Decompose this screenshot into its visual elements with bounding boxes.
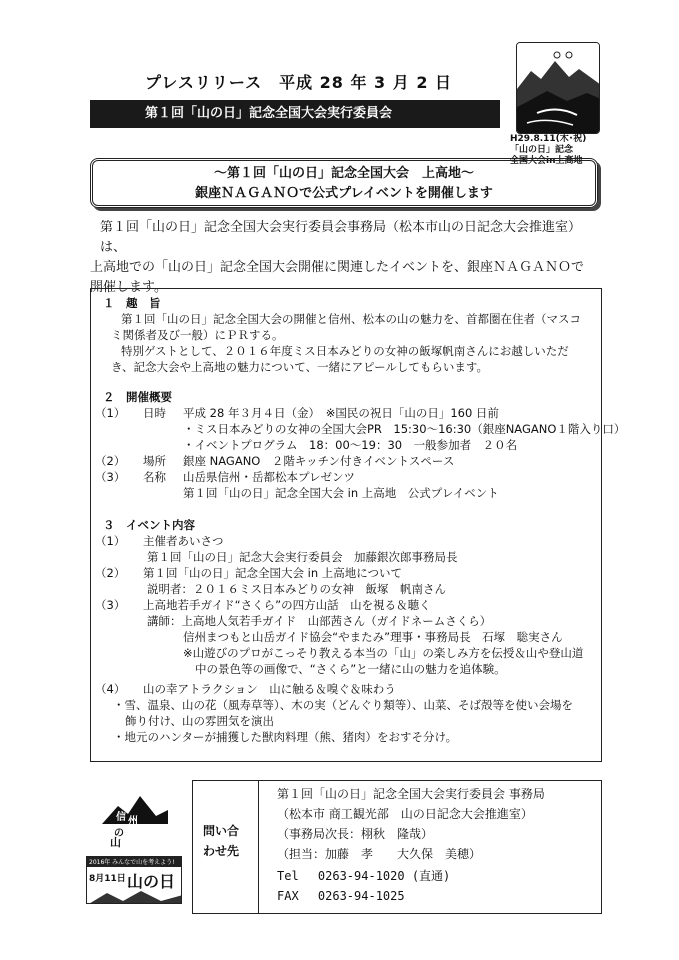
logo2-tagline: 2016年 みんなで山を考えよう! — [89, 859, 175, 866]
section1-text: 特別ゲストとして、２０１６年度ミス日本みどりの女神の飯塚帆南さんにお越しいただ — [121, 344, 569, 358]
section2-num: （3） — [95, 470, 126, 484]
contact-staff: （担当：加藤 孝 大久保 美穂） — [277, 847, 482, 861]
contact-tel: Tel 0263-94-1020 (直通) — [277, 869, 451, 883]
contact-box — [192, 780, 602, 914]
mountain-illustration — [517, 43, 600, 134]
section3-num: （2） — [95, 566, 126, 580]
contact-deputy: （事務局次長：栩秋 隆哉） — [277, 827, 434, 841]
page-title: プレスリリース 平成 28 年 3 月 2 日 — [145, 73, 453, 92]
section2-value: 銀座 NAGANO ２階キッチン付きイベントスペース — [183, 454, 455, 468]
contact-label-line2: わせ先 — [203, 844, 240, 858]
contact-label — [203, 821, 239, 861]
section2-heading: ２ 開催概要 — [103, 390, 172, 404]
headline-line2: 銀座ＮＡＧＡＮＯで公式プレイベントを開催します — [195, 186, 493, 201]
section3-title: 上高地若手ガイド“さくら”の四方山話 山を視る＆聴く — [143, 598, 431, 612]
event-logo — [516, 42, 600, 134]
logo-caption-line3: 全国大会in上高地 — [510, 156, 583, 166]
section3-detail: 第１回「山の日」記念大会実行委員会 加藤銀次郎事務局長 — [147, 550, 458, 564]
section3-detail: ・地元のハンターが捕獲した獣肉料理（熊、猪肉）をおすそ分け。 — [113, 730, 458, 744]
section3-num: （3） — [95, 598, 126, 612]
intro-line3: 開催します。 — [90, 280, 167, 295]
section2-label: 日時 — [143, 406, 166, 420]
section2-num: （1） — [95, 406, 126, 420]
committee-banner: 第１回「山の日」記念全国大会実行委員会 — [90, 100, 500, 128]
section1-text: き、記念大会や上高地の魅力について、一緒にアピールしてもらいます。 — [111, 360, 488, 374]
section3-detail: 中の景色等の画像で、“さくら”と一緒に山の魅力を追体験。 — [195, 662, 506, 676]
section3-detail: 飾り付け、山の雰囲気を演出 — [125, 714, 275, 728]
logo1-char: 信 — [116, 812, 126, 823]
section3-title: 主催者あいさつ — [143, 534, 224, 548]
contact-fax: FAX 0263-94-1025 — [277, 889, 405, 903]
logo-caption-date: H29.8.11(木･祝) — [510, 134, 587, 144]
logo1-char: の — [114, 828, 124, 839]
details-box — [90, 288, 626, 762]
shinshu-mountain-logo — [100, 790, 170, 849]
section3-detail: ・雪、温泉、山の花（風寿草等）、木の実（どんぐり類等）、山菜、そば殻等を使い会場を — [113, 698, 573, 712]
section3-detail: 信州まつもと山岳ガイド協会“やまたみ”理事・事務局長 石塚 聡実さん — [183, 630, 563, 644]
contact-label-column — [193, 781, 259, 913]
section2-label: 場所 — [143, 454, 166, 468]
logo2-title: 山の日 — [127, 872, 176, 891]
headline-line1: ～第１回「山の日」記念全国大会 上高地～ — [213, 166, 474, 181]
section3-num: （4） — [95, 682, 126, 696]
logo2-mountain-icon — [87, 889, 182, 904]
section3-detail: ※山遊びのプロがこっそり教える本当の「山」の楽しみ方を伝授＆山や登山道 — [183, 646, 584, 660]
mountain-day-logo — [86, 856, 182, 904]
section1-heading: １ 趣 旨 — [103, 296, 161, 310]
section1-text: 第１回「山の日」記念全国大会の開催と信州、松本の山の魅力を、首都圏在住者（マスコ — [121, 312, 581, 326]
headline-box — [90, 158, 598, 208]
contact-dept: （松本市 商工観光部 山の日記念大会推進室） — [277, 807, 533, 821]
intro-line1: 第１回「山の日」記念全国大会実行委員会事務局（松本市山の日記念大会推進室）は、 — [100, 220, 582, 255]
section2-sub: ・イベントプログラム 18：00～19：30 一般参加者 ２０名 — [183, 438, 518, 452]
section2-sub: ・ミス日本みどりの女神の全国大会PR 15:30～16:30（銀座NAGANO１階入り口） — [183, 422, 626, 436]
logo-caption-line2: 「山の日」記念 — [510, 145, 574, 155]
section3-detail: 説明者：２０１６ミス日本みどりの女神 飯塚 帆南さん — [147, 582, 446, 596]
contact-label-line1: 問い合 — [203, 824, 240, 838]
section2-value: 山岳県信州・岳都松本プレゼンツ — [183, 470, 356, 484]
section3-title: 山の幸アトラクション 山に触る＆嗅ぐ＆味わう — [143, 682, 396, 696]
logo1-char: 山 — [110, 836, 121, 849]
section3-heading: ３ イベント内容 — [103, 518, 195, 532]
intro-paragraph — [90, 218, 600, 298]
logo1-char: 州 — [128, 816, 138, 827]
logo2-date: 8月11日 — [89, 874, 126, 884]
contact-org: 第１回「山の日」記念全国大会実行委員会 事務局 — [277, 787, 545, 801]
section3-num: （1） — [95, 534, 126, 548]
intro-line2: 上高地での「山の日」記念全国大会開催に関連したイベントを、銀座ＮＡＧＡＮＯで — [90, 260, 585, 275]
section2-value: 平成 28 年３月４日（金） ※国民の祝日「山の日」160 日前 — [183, 406, 499, 420]
section2-label: 名称 — [143, 470, 166, 484]
section1-text: ミ関係者及び一般）にＰＲする。 — [111, 328, 284, 342]
section3-title: 第１回「山の日」記念全国大会 in 上高地について — [143, 566, 403, 580]
section2-num: （2） — [95, 454, 126, 468]
section2-value: 第１回「山の日」記念全国大会 in 上高地 公式プレイベント — [183, 486, 499, 500]
section3-detail: 講師：上高地人気若手ガイド 山部茜さん（ガイドネームさくら） — [147, 614, 492, 628]
